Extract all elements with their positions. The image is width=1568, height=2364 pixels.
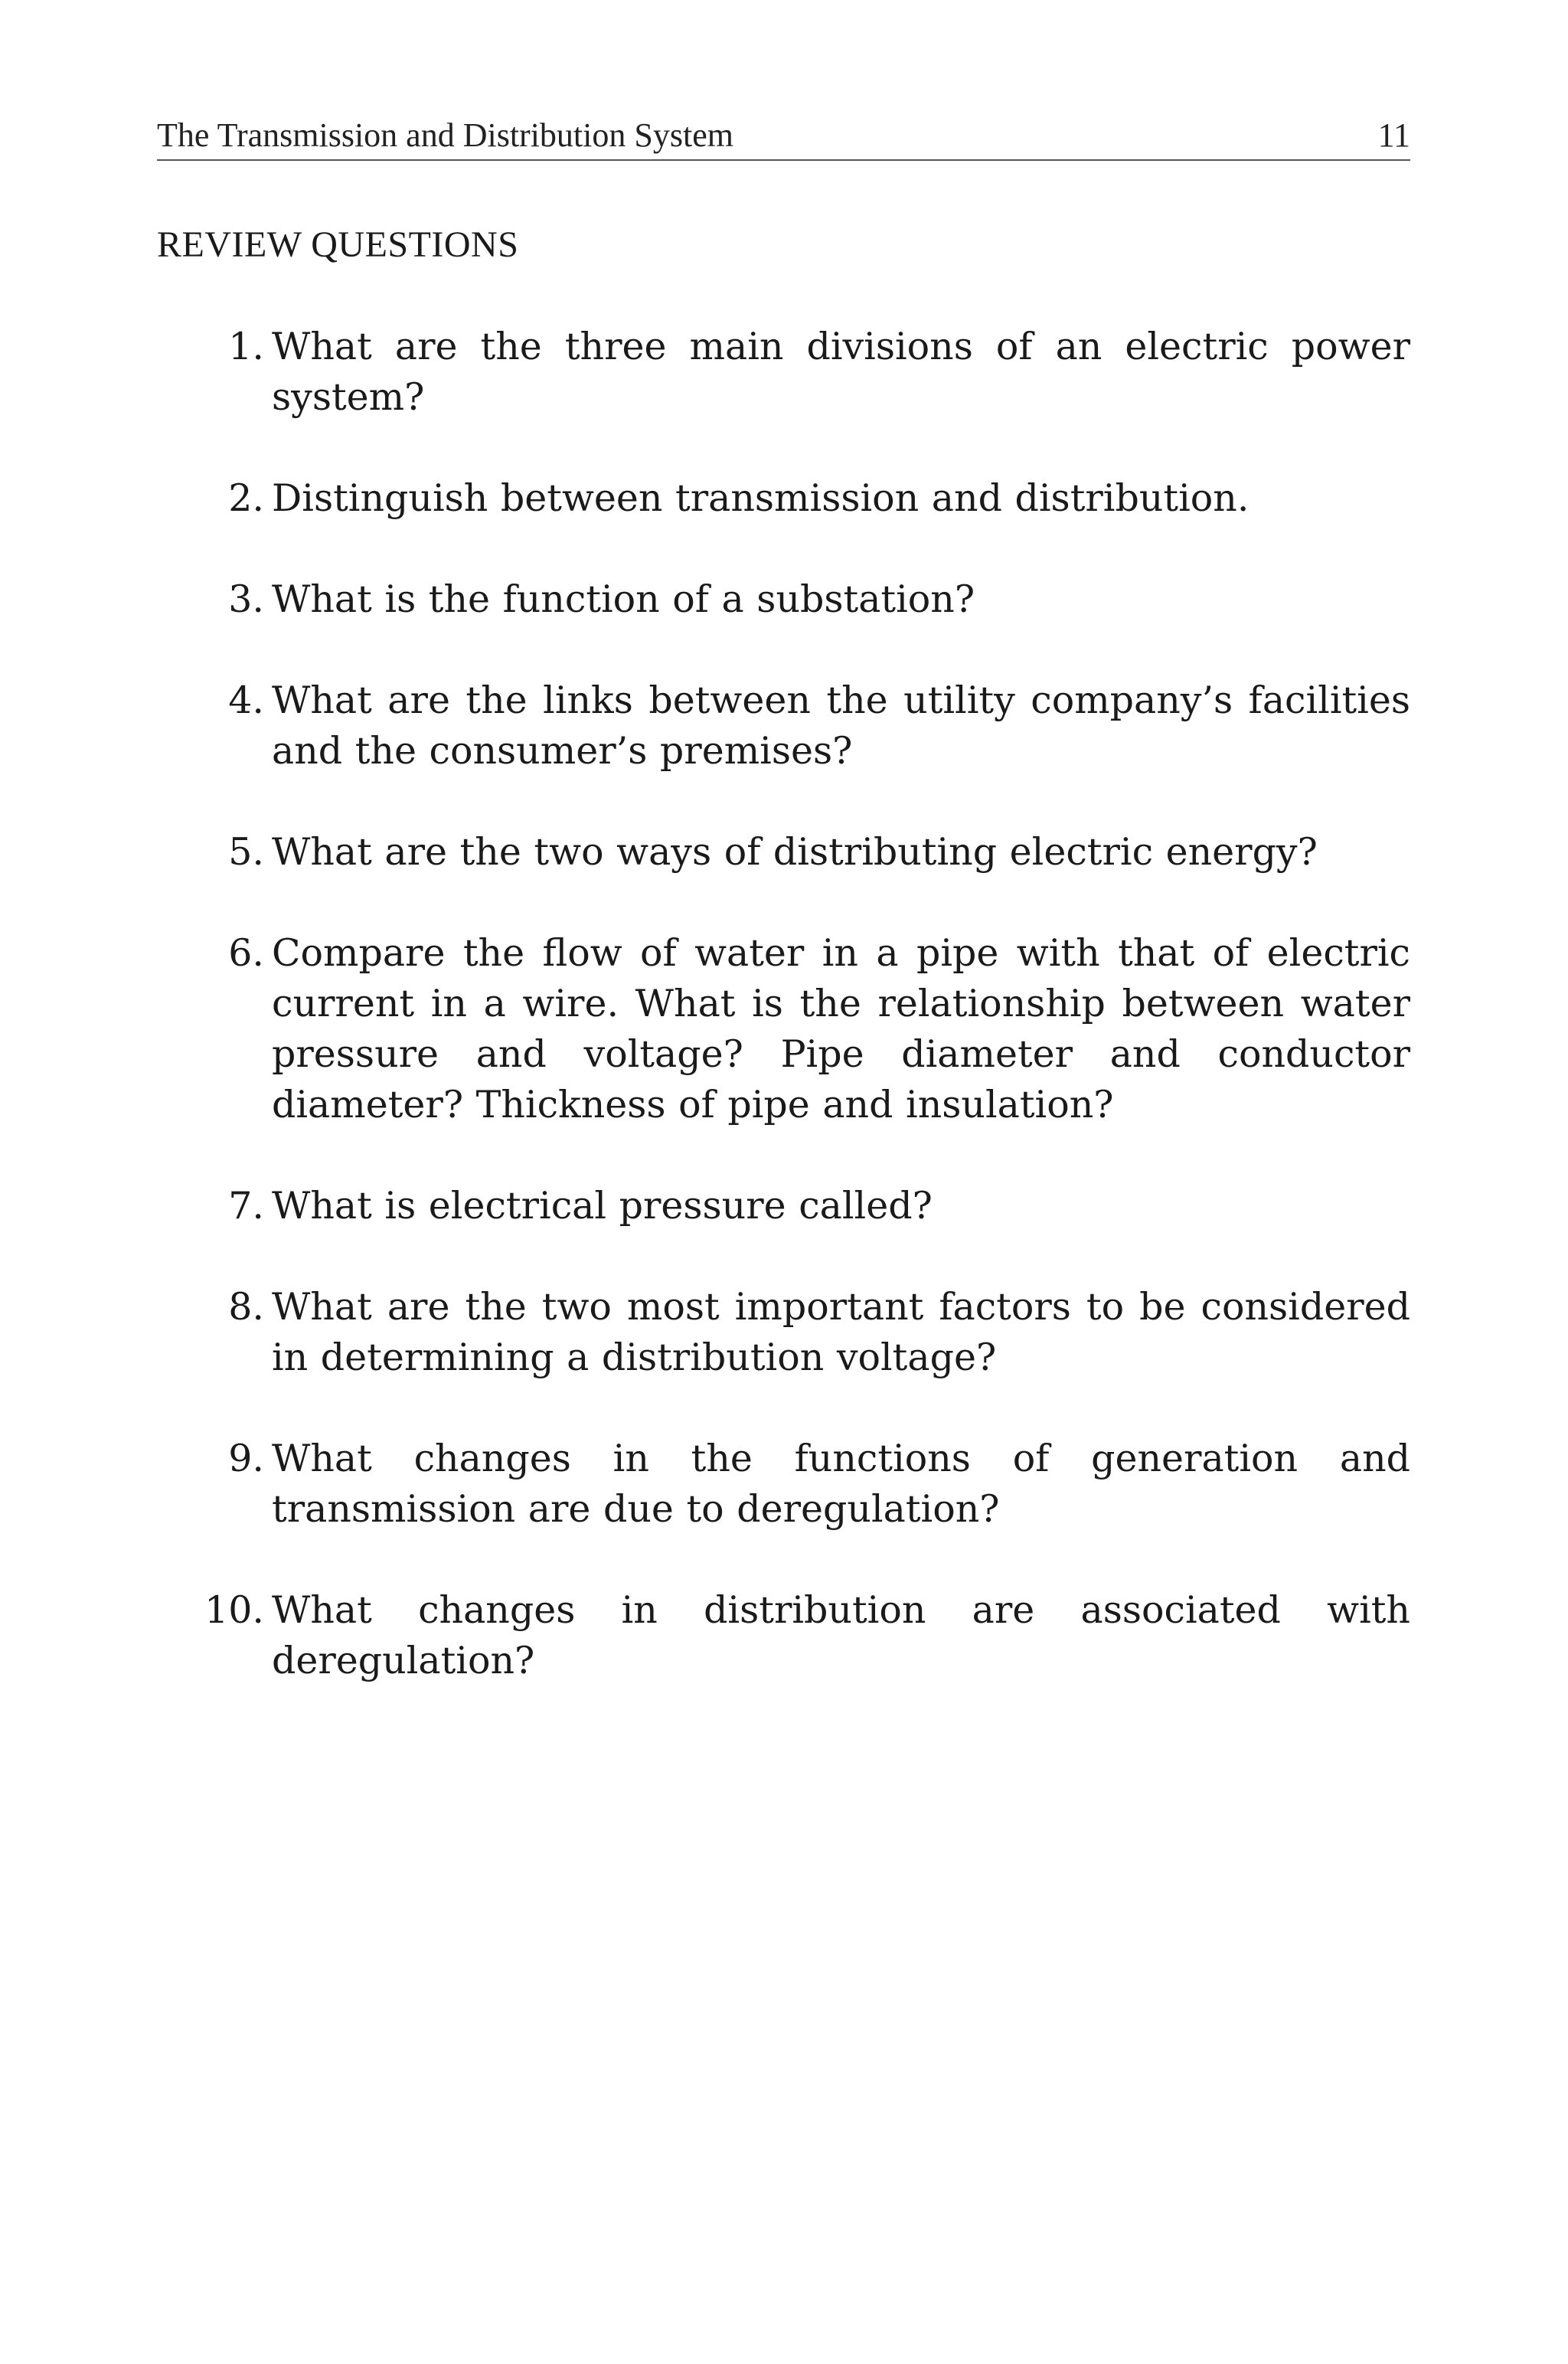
question-item <box>157 675 1410 777</box>
question-text: What are the links between the utility company’s facilities and the consumer’s premises? <box>272 678 1410 773</box>
question-number: 9. <box>228 1437 264 1480</box>
question-number: 6. <box>228 931 264 975</box>
question-text: What changes in the functions of generation and transmission are due to deregulation? <box>272 1437 1410 1531</box>
question-item <box>157 574 1410 625</box>
question-number: 5. <box>228 830 264 874</box>
question-item <box>157 1585 1410 1686</box>
question-number: 2. <box>228 476 264 520</box>
question-item <box>157 1434 1410 1535</box>
review-questions-list <box>157 322 1410 1686</box>
question-item <box>157 1282 1410 1383</box>
question-text: What is the function of a substation? <box>272 577 975 621</box>
section-heading: REVIEW QUESTIONS <box>157 224 519 265</box>
question-item <box>157 322 1410 423</box>
question-item <box>157 1181 1410 1231</box>
question-item <box>157 928 1410 1130</box>
question-text: What changes in distribution are associated with deregulation? <box>272 1588 1410 1682</box>
question-text: What are the two most important factors to be considered in determining a distribution voltage? <box>272 1285 1410 1379</box>
page-number: 11 <box>1377 116 1410 154</box>
question-number: 4. <box>228 678 264 722</box>
question-text: What is electrical pressure called? <box>272 1184 933 1228</box>
running-header <box>157 106 1410 161</box>
question-item <box>157 827 1410 878</box>
question-number: 3. <box>228 577 264 621</box>
question-item <box>157 473 1410 524</box>
question-number: 1. <box>228 325 264 368</box>
question-text: What are the two ways of distributing electric energy? <box>272 830 1318 874</box>
question-text: Compare the flow of water in a pipe with that of electric current in a wire. What is the relationship between water pressure and voltage? Pipe diameter and conductor diameter? Thickness of pipe and insulation? <box>272 931 1410 1126</box>
question-number: 7. <box>228 1184 264 1228</box>
question-number: 8. <box>228 1285 264 1329</box>
question-text: Distinguish between transmission and distribution. <box>272 476 1250 520</box>
question-number: 10. <box>204 1588 264 1632</box>
running-title: The Transmission and Distribution System <box>157 116 733 154</box>
question-text: What are the three main divisions of an electric power system? <box>272 325 1410 419</box>
